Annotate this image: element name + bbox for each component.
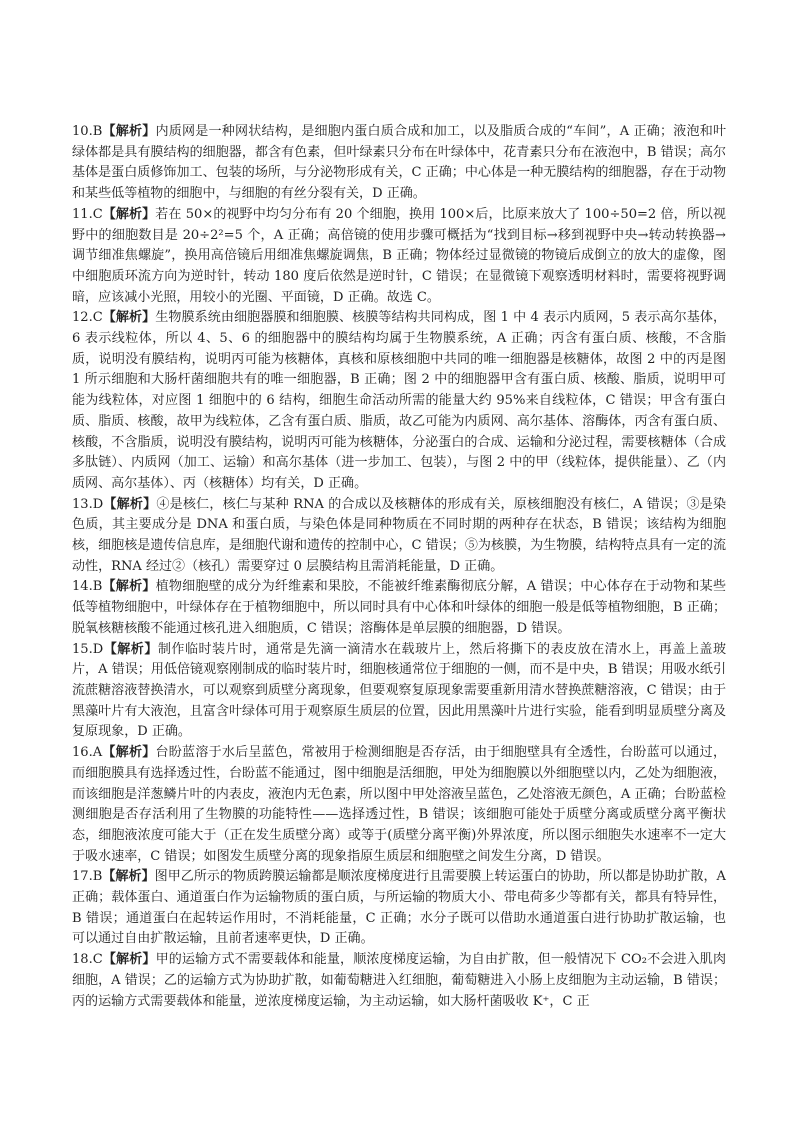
analysis-tag: 【解析】	[102, 952, 156, 968]
answer-item-17	[72, 867, 726, 950]
answer-text: 制作临时装片时，通常是先滴一滴清水在载玻片上，然后将撕下的表皮放在清水上，再盖上盖玻片，A 错误；用低倍镜观察刚制成的临时装片时，细胞核通常位于细胞的一侧，而不是中央，B 错误；用吸水纸引流蔗糖溶液替换清水，可以观察到质壁分离现象，但要观察复原现象需要重新用清水替换蔗糖溶液，C 错误；由于黑藻叶片有大液泡，且富含叶绿体可用于观察原生质层的位置，因此用黑藻叶片进行实验，能看到明显质壁分离及复原现象，D 正确。	[72, 641, 726, 740]
analysis-tag: 【解析】	[103, 496, 157, 512]
answer-number: 10.B	[72, 124, 103, 139]
answer-text: 甲的运输方式不需要载体和能量，顺浓度梯度运输，为自由扩散，但一般情况下 CO₂不会进入肌肉细胞，A 错误；乙的运输方式为协助扩散，如葡萄糖进入红细胞，葡萄糖进入小肠上皮细胞为主动运输，B 错误；丙的运输方式需要载体和能量，逆浓度梯度运输，为主动运输，如大肠杆菌吸收 K⁺，C 正	[72, 952, 726, 1009]
answer-item-15	[72, 640, 726, 744]
answer-text: 生物膜系统由细胞器膜和细胞膜、核膜等结构共同构成，图 1 中 4 表示内质网，5 表示高尔基体，6 表示线粒体，所以 4、5、6 的细胞器中的膜结构均属于生物膜系统，A 正确；丙含有蛋白质、核酸，不含脂质，说明没有膜结构，说明丙可能为核糖体，真核和原核细胞中共同的唯一细胞器是核糖体，故图 2 中的丙是图 1 所示细胞和大肠杆菌细胞共有的唯一细胞器，B 正确；图 2 中的细胞器甲含有蛋白质、核酸、脂质，说明甲可能为线粒体，对应图 1 细胞中的 6 结构，细胞生命活动所需的能量大约 95%来自线粒体，C 错误；甲含有蛋白质、脂质、核酸，故甲为线粒体，乙含有蛋白质、脂质，故乙可能为内质网、高尔基体、溶酶体，丙含有蛋白质、核酸，不含脂质，说明没有膜结构，说明丙可能为核糖体，分泌蛋白的合成、运输和分泌过程，需要核糖体（合成多肽链）、内质网（加工、运输）和高尔基体（进一步加工、包装），与图 2 中的甲（线粒体，提供能量）、乙（内质网、高尔基体）、丙（核糖体）均有关，D 正确。	[72, 310, 726, 491]
answer-item-14	[72, 577, 726, 639]
answer-number: 18.C	[72, 952, 103, 968]
answer-item-13	[72, 495, 726, 578]
answer-item-18	[72, 950, 726, 1012]
analysis-tag: 【解析】	[102, 745, 156, 761]
answer-number: 16.A	[72, 745, 103, 761]
answer-item-12	[72, 308, 726, 494]
answer-number: 15.D	[72, 641, 104, 657]
analysis-tag: 【解析】	[102, 124, 156, 139]
answer-number: 17.B	[72, 869, 103, 885]
analysis-tag: 【解析】	[103, 641, 158, 657]
answer-text: 台盼蓝溶于水后呈蓝色，常被用于检测细胞是否存活，由于细胞壁具有全透性，台盼蓝可以通过，而细胞膜具有选择透过性，台盼蓝不能通过，图中细胞是活细胞，甲处为细胞膜以外细胞壁以内，乙处为细胞液，而该细胞是洋葱鳞片叶的内表皮，液泡内无色素，所以图中甲处溶液呈蓝色，乙处溶液无颜色，A 正确；台盼蓝检测细胞是否存活利用了生物膜的功能特性——选择透过性，B 错误；该细胞可能处于质壁分离或质壁分离平衡状态，细胞液浓度可能大于（正在发生质壁分离）或等于(质壁分离平衡)外界浓度，所以图示细胞失水速率不一定大于吸水速率，C 错误；如图发生质壁分离的现象指原生质层和细胞壁之间发生分离，D 错误。	[72, 745, 726, 864]
answer-item-16	[72, 743, 726, 867]
answer-text: 植物细胞壁的成分为纤维素和果胶，不能被纤维素酶彻底分解，A 错误；中心体存在于动物和某些低等植物细胞中，叶绿体存在于植物细胞中，所以同时具有中心体和叶绿体的细胞一般是低等植物细胞，B 正确；脱氧核糖核酸不能通过核孔进入细胞质，C 错误；溶酶体是单层膜的细胞器，D 错误。	[72, 579, 726, 636]
answer-item-10	[72, 122, 726, 205]
analysis-tag: 【解析】	[102, 310, 156, 326]
answer-number: 14.B	[72, 579, 103, 595]
answer-number: 11.C	[72, 206, 103, 222]
answer-item-11	[72, 205, 726, 309]
answer-number: 12.C	[72, 310, 103, 326]
analysis-tag: 【解析】	[102, 206, 156, 222]
answer-number: 13.D	[72, 496, 104, 512]
analysis-tag: 【解析】	[102, 869, 155, 885]
answer-text: 内质网是一种网状结构，是细胞内蛋白质合成和加工，以及脂质合成的“车间”，A 正确；液泡和叶绿体都是具有膜结构的细胞器，都含有色素，但叶绿素只分布在叶绿体中，花青素只分布在液泡中，B 错误；高尔基体是蛋白质修饰加工、包装的场所，与分泌物形成有关，C 正确；中心体是一种无膜结构的细胞器，存在于动物和某些低等植物的细胞中，与细胞的有丝分裂有关，D 正确。	[72, 124, 726, 202]
answer-text: 图甲乙所示的物质跨膜运输都是顺浓度梯度进行且需要膜上转运蛋白的协助，所以都是协助扩散，A 正确；载体蛋白、通道蛋白作为运输物质的蛋白质，与所运输的物质大小、带电荷多少等都有关，都具有特异性，B 错误；通道蛋白在起转运作用时，不消耗能量，C 正确；水分子既可以借助水通道蛋白进行协助扩散运输，也可以通过自由扩散运输，且前者速率更快，D 正确。	[72, 869, 726, 947]
answer-text: 若在 50×的视野中均匀分布有 20 个细胞，换用 100×后，比原来放大了 100÷50=2 倍，所以视野中的细胞数目是 20÷2²=5 个，A 正确；高倍镜的使用步骤可概括为“找到目标→移到视野中央→转动转换器→调节细准焦螺旋”，换用高倍镜后用细准焦螺旋调焦，B 正确；物体经过显微镜的物镜后成倒立的放大的虚像，图中细胞质环流方向为逆时针，转动 180 度后依然是逆时针，C 错误；在显微镜下观察透明材料时，需要将视野调暗，应该减小光照，用较小的光圈、平面镜，D 正确。故选 C。	[72, 206, 726, 305]
answer-text: ④是核仁，核仁与某种 RNA 的合成以及核糖体的形成有关，原核细胞没有核仁，A 错误；③是染色质，其主要成分是 DNA 和蛋白质，与染色体是同种物质在不同时期的两种存在状态，B 错误；该结构为细胞核，细胞核是遗传信息库，是细胞代谢和遗传的控制中心，C 错误；⑤为核膜，为生物膜，结构特点具有一定的流动性，RNA 经过②（核孔）需要穿过 0 层膜结构且需消耗能量，D 正确。	[72, 496, 726, 574]
analysis-tag: 【解析】	[102, 579, 156, 595]
